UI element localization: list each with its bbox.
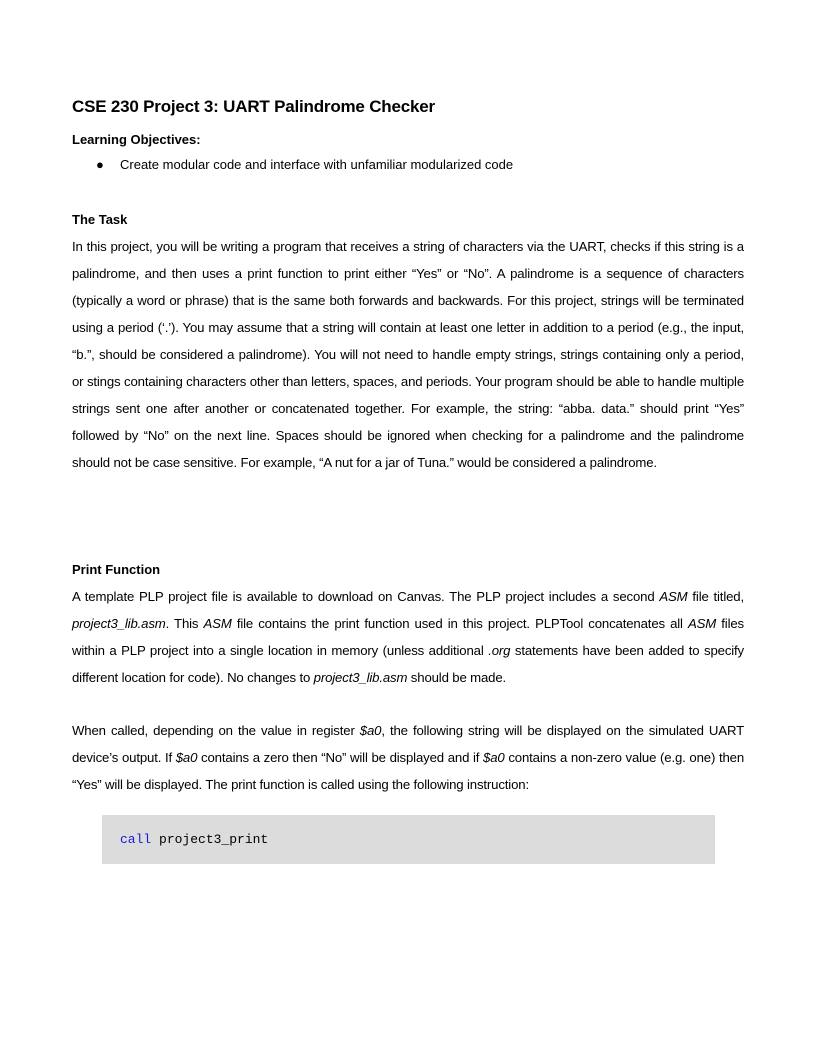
bullet-icon: ●	[96, 157, 104, 172]
objectives-heading: Learning Objectives:	[72, 132, 201, 147]
code-label: project3_print	[151, 832, 269, 847]
print-function-paragraph-2: When called, depending on the value in register $a0, the following string will be displayed on the simulated UART device’s output. If $a0 contains a zero then “No” will be displayed and if $a0 contains a non-zero value (e.g. one) then “Yes” will be displayed. The print function is called using the following instruction:	[72, 723, 745, 792]
objective-item	[96, 157, 513, 172]
task-paragraph: In this project, you will be writing a program that receives a string of characters via the UART, checks if this string is a palindrome, and then uses a print function to print either “Yes” or “No”. A palindrome is a sequence of characters (typically a word or phrase) that is the same both forwards and backwards. For this project, strings will be terminated using a period (‘.’). You may assume that a string will contain at least one letter in addition to a period (e.g., the input, “b.”, should be considered a palindrome). You will not need to handle empty strings, strings containing only a period, or stings containing characters other than letters, spaces, and periods. Your program should be able to handle multiple strings sent one after another or concatenated together. For example, the string: “abba. data.” should print “Yes” followed by “No” on the next line. Spaces should be ignored when checking for a palindrome and the palindrome should not be case sensitive. For example, “A nut for a jar of Tuna.” would be considered a palindrome.	[72, 239, 744, 470]
code-block	[102, 815, 715, 864]
print-function-paragraph-1: A template PLP project file is available to download on Canvas. The PLP project includes a second ASM file titled, project3_lib.asm. This ASM file contains the print function used in this project. PLPTool concatenates all ASM files within a PLP project into a single location in memory (unless additional .org statements have been added to specify different location for code). No changes to project3_lib.asm should be made.	[72, 589, 745, 685]
print-function-heading: Print Function	[72, 562, 161, 577]
code-line	[120, 832, 268, 847]
page-title: CSE 230 Project 3: UART Palindrome Checker	[72, 97, 435, 116]
task-heading: The Task	[72, 212, 128, 227]
objective-text: Create modular code and interface with unfamiliar modularized code	[120, 157, 514, 172]
code-keyword: call	[120, 832, 152, 847]
